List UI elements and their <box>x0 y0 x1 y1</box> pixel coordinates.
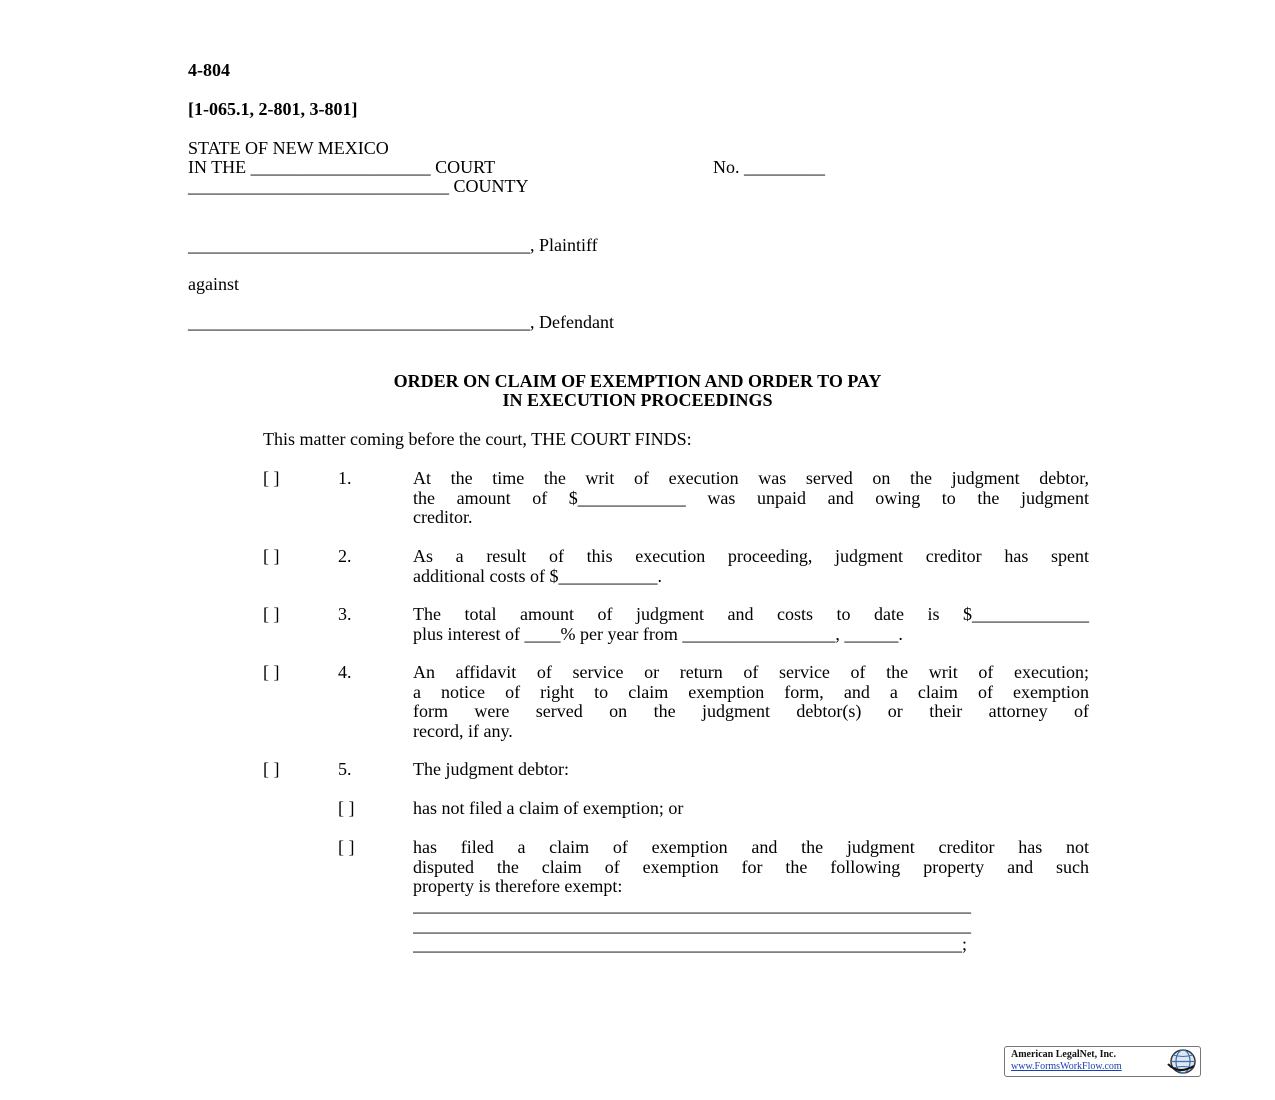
globe-icon <box>1164 1048 1198 1075</box>
county-line: _____________________________ COUNTY <box>188 176 529 196</box>
finding-line: additional costs of $___________. <box>413 565 662 586</box>
finding-number: 2. <box>338 546 352 566</box>
finding-checkbox: [ ] <box>263 546 280 566</box>
finding-text <box>413 605 1089 644</box>
publisher-link[interactable]: www.FormsWorkFlow.com <box>1011 1061 1122 1072</box>
finding-line: a notice of right to claim exemption form, and a claim of exemption <box>413 681 1089 702</box>
sub-option-text <box>413 838 1089 897</box>
finding-checkbox: [ ] <box>263 468 280 488</box>
sub-option-checkbox: [ ] <box>338 798 355 818</box>
sub-option-line: property is therefore exempt: <box>413 876 623 896</box>
blank-line: ______________________________________________________________ <box>413 915 971 935</box>
finding-checkbox: [ ] <box>263 759 280 779</box>
cross-references: [1-065.1, 2-801, 3-801] <box>188 99 358 119</box>
publisher-logo <box>1004 1046 1201 1077</box>
intro-text: This matter coming before the court, THE COURT FINDS: <box>263 429 692 449</box>
finding-text <box>413 663 1089 741</box>
defendant-line: ______________________________________, Defendant <box>188 312 614 332</box>
case-number-field: No. _________ <box>713 157 825 177</box>
finding-checkbox: [ ] <box>263 662 280 682</box>
finding-text <box>413 469 1089 528</box>
sub-option-text <box>413 799 1089 819</box>
finding-number: 5. <box>338 759 352 779</box>
finding-line: As a result of this execution proceeding, judgment creditor has spent <box>413 546 1089 566</box>
sub-option-line: disputed the claim of exemption for the following property and such <box>413 856 1089 877</box>
finding-number: 3. <box>338 604 352 624</box>
finding-line: the amount of $____________ was unpaid and owing to the judgment <box>413 487 1089 508</box>
finding-line: An affidavit of service or return of service of the writ of execution; <box>413 662 1089 682</box>
finding-line: At the time the writ of execution was served on the judgment debtor, <box>413 468 1089 488</box>
plaintiff-line: ______________________________________, Plaintiff <box>188 235 598 255</box>
sub-option-line: has filed a claim of exemption and the judgment creditor has not <box>413 837 1089 857</box>
exempt-property-blanks <box>413 896 1089 955</box>
finding-line: creditor. <box>413 507 473 527</box>
finding-line: The total amount of judgment and costs to date is $_____________ <box>413 604 1089 624</box>
finding-checkbox: [ ] <box>263 604 280 624</box>
court-line: IN THE ____________________ COURT <box>188 157 496 177</box>
sub-option-line: has not filed a claim of exemption; or <box>413 798 684 818</box>
against-text: against <box>188 274 239 294</box>
blank-line: ______________________________________________________________ <box>413 896 971 915</box>
finding-text <box>413 547 1089 586</box>
finding-number: 1. <box>338 468 352 488</box>
publisher-name: American LegalNet, Inc. <box>1011 1049 1116 1060</box>
finding-line: The judgment debtor: <box>413 759 569 779</box>
rule-number: 4-804 <box>188 60 230 80</box>
state-name: STATE OF NEW MEXICO <box>188 138 389 158</box>
finding-number: 4. <box>338 662 352 682</box>
finding-line: plus interest of ____% per year from _________________, ______. <box>413 623 903 644</box>
document-title-line1: ORDER ON CLAIM OF EXEMPTION AND ORDER TO PAY <box>393 371 882 391</box>
finding-line: record, if any. <box>413 720 513 741</box>
blank-line: _____________________________________________________________; <box>413 935 968 954</box>
document-title-line2: IN EXECUTION PROCEEDINGS <box>502 390 773 410</box>
sub-option-checkbox: [ ] <box>338 837 355 857</box>
finding-line: form were served on the judgment debtor(s) or their attorney of <box>413 701 1089 721</box>
finding-text <box>413 760 1089 780</box>
